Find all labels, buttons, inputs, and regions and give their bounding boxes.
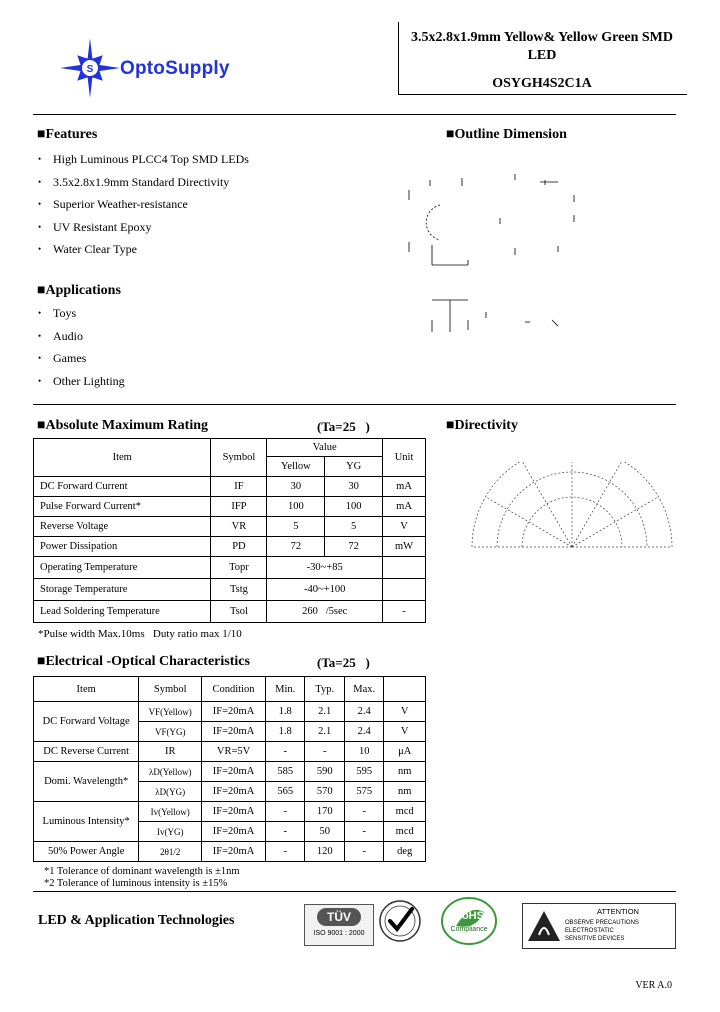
product-title-line2: LED	[527, 48, 557, 63]
esd-line-2: ELECTROSTATIC	[565, 928, 614, 934]
section-divider	[33, 404, 676, 405]
brand-name: OptoSupply	[120, 58, 230, 79]
version-label: VER A.0	[635, 980, 672, 991]
list-item: • Toys	[33, 302, 363, 325]
header-divider	[33, 114, 676, 115]
abs-max-table	[33, 438, 426, 623]
table-row: Pulse Forward Current* IFP 100 100 mA	[34, 497, 426, 517]
eo-note-2: *2 Tolerance of luminous intensity is ±15%	[44, 878, 228, 889]
esd-line-3: SENSITIVE DEVICES	[565, 936, 625, 942]
rohs-badge	[440, 896, 498, 946]
features-list	[33, 148, 363, 261]
table-row: Iv(YG) IF=20mA - 50 - mcd	[34, 822, 426, 842]
table-row: Domi. Wavelength* λD(Yellow) IF=20mA 585 590 595 nm	[34, 762, 426, 782]
optosupply-logo-icon	[58, 36, 122, 100]
rohs-compliance-label: Compliance	[450, 926, 488, 933]
applications-heading: ■Applications	[37, 283, 121, 298]
table-row: Storage Temperature Tstg -40~+100	[34, 579, 426, 601]
abs-max-note: *Pulse width Max.10ms Duty ratio max 1/10	[38, 628, 242, 640]
table-row: λD(YG) IF=20mA 565 570 575 nm	[34, 782, 426, 802]
svg-text:S: S	[86, 64, 94, 75]
table-row: VF(YG) IF=20mA 1.8 2.1 2.4 V	[34, 722, 426, 742]
table-row: DC Forward Voltage VF(Yellow) IF=20mA 1.8 2.1 2.4 V	[34, 702, 426, 722]
table-row: 50% Power Angle 2θ1/2 IF=20mA - 120 - deg	[34, 842, 426, 862]
list-item: • Audio	[33, 325, 363, 348]
table-row: Operating Temperature Topr -30~+85	[34, 557, 426, 579]
esd-line-1: OBSERVE PRECAUTIONS	[565, 920, 639, 926]
list-item: • Other Lighting	[33, 370, 363, 393]
eo-table	[33, 676, 426, 862]
table-header: Yellow	[267, 457, 325, 477]
part-number: OSYGH4S2C1A	[492, 76, 592, 91]
certified-check-icon	[376, 897, 424, 945]
table-row: Luminous Intensity* Iv(Yellow) IF=20mA - 170 - mcd	[34, 802, 426, 822]
abs-max-heading: ■Absolute Maximum Rating	[37, 418, 209, 433]
tuv-logo-text: TÜV	[317, 908, 361, 926]
eo-condition: (Ta=25 )	[317, 655, 370, 670]
directivity-heading: ■Directivity	[446, 418, 518, 433]
list-item: • 3.5x2.8x1.9mm Standard Directivity	[33, 171, 363, 194]
product-title: 3.5x2.8x1.9mm Yellow& Yellow Green SMD	[411, 30, 673, 45]
outline-dimension-drawing	[400, 160, 600, 340]
table-row: Lead Soldering Temperature Tsol 260 /5sec -	[34, 601, 426, 623]
table-row: DC Reverse Current IR VR=5V - - 10 μA	[34, 742, 426, 762]
table-header: Item	[34, 439, 211, 477]
directivity-diagram	[462, 462, 682, 572]
company-tagline: LED & Application Technologies	[38, 913, 235, 928]
esd-warning-icon	[527, 909, 561, 943]
table-row: Power Dissipation PD 72 72 mW	[34, 537, 426, 557]
table-header-row: Item Symbol Condition Min. Typ. Max.	[34, 677, 426, 702]
table-header: Value	[267, 439, 383, 457]
list-item: • Water Clear Type	[33, 238, 363, 261]
table-header: Unit	[383, 439, 426, 477]
outline-heading: ■Outline Dimension	[446, 127, 567, 142]
eo-heading: ■Electrical -Optical Characteristics	[37, 654, 250, 669]
esd-attention-box	[522, 903, 676, 949]
abs-max-condition: (Ta=25 )	[317, 419, 370, 434]
table-row: Reverse Voltage VR 5 5 V	[34, 517, 426, 537]
table-header: Symbol	[211, 439, 267, 477]
footer-divider	[33, 891, 676, 892]
list-item: • High Luminous PLCC4 Top SMD LEDs	[33, 148, 363, 171]
features-heading: ■Features	[37, 127, 98, 142]
eo-note-1: *1 Tolerance of dominant wavelength is ±1nm	[44, 866, 240, 877]
rohs-label: RoHS	[454, 910, 484, 922]
list-item: • Superior Weather-resistance	[33, 193, 363, 216]
list-item: • Games	[33, 347, 363, 370]
list-item: • UV Resistant Epoxy	[33, 216, 363, 239]
table-row: DC Forward Current IF 30 30 mA	[34, 477, 426, 497]
esd-title: ATTENTION	[597, 907, 639, 916]
table-header: YG	[325, 457, 383, 477]
applications-list	[33, 302, 363, 392]
tuv-iso-text: ISO 9001 : 2000	[313, 930, 365, 937]
tuv-badge	[304, 904, 374, 946]
